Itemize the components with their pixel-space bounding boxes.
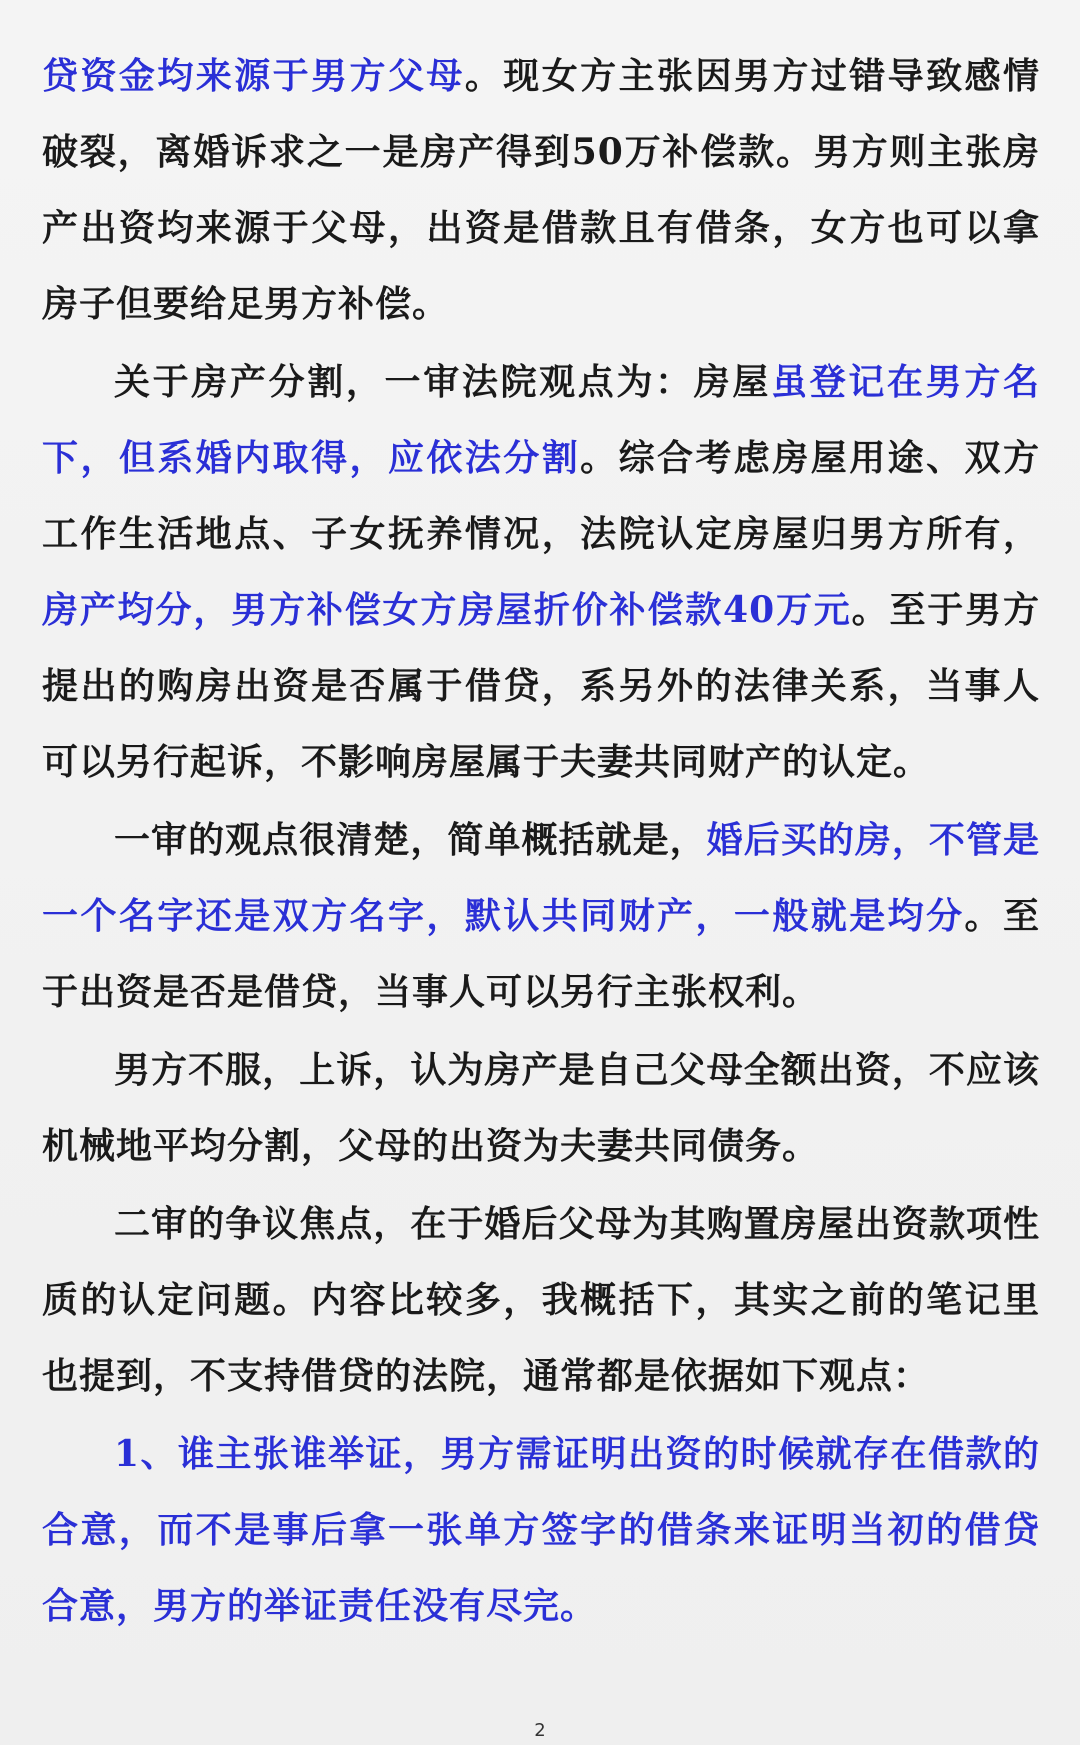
body-text: 。至于男方提出的购房出资是否属于借贷，系另外的法律关系，当事人可以另行起诉，不影响房屋属于夫妻共同财产的认定。 <box>42 589 1040 783</box>
highlight-text: 1、谁主张谁举证，男方需证明出资的时候就存在借款的合意，而不是事后拿一张单方签字的借条来证明当初的借贷合意，男方的举证责任没有尽完。 <box>42 1433 1040 1627</box>
body-text: 二审的争议焦点，在于婚后父母为其购置房屋出资款项性质的认定问题。内容比较多，我概括下，其实之前的笔记里也提到，不支持借贷的法院，通常都是依据如下观点： <box>42 1203 1040 1397</box>
body-text: 一审的观点很清楚，简单概括就是， <box>114 819 707 861</box>
paragraph-2 <box>42 344 1040 800</box>
paragraph-5 <box>42 1186 1040 1414</box>
body-text: 男方不服，上诉，认为房产是自己父母全额出资，不应该机械地平均分割，父母的出资为夫妻共同债务。 <box>42 1049 1040 1167</box>
highlight-text: 婚后买的房，不管是一个名字还是双方名字，默认共同财产，一般就是均分 <box>42 819 1040 937</box>
highlight-text: 虽登记在男方名下，但系婚内取得，应依法分割 <box>42 361 1040 479</box>
paragraph-4 <box>42 1032 1040 1184</box>
highlight-text: 贷资金均来源于男方父母 <box>42 55 465 97</box>
body-text: 关于房产分割，一审法院观点为：房屋 <box>114 361 772 403</box>
highlight-text: 房产均分，男方补偿女方房屋折价补偿款40万元 <box>42 589 852 631</box>
paragraph-1 <box>42 38 1040 342</box>
body-text: 。综合考虑房屋用途、双方工作生活地点、子女抚养情况，法院认定房屋归男方所有， <box>42 437 1040 555</box>
body-text: 。至于出资是否是借贷，当事人可以另行主张权利。 <box>42 895 1040 1013</box>
paragraph-3 <box>42 802 1040 1030</box>
body-text: 。现女方主张因男方过错导致感情破裂，离婚诉求之一是房产得到50万补偿款。男方则主张房产出资均来源于父母，出资是借款且有借条，女方也可以拿房子但要给足男方补偿。 <box>42 55 1040 325</box>
paragraph-6 <box>42 1416 1040 1644</box>
page-number: 2 <box>534 1720 546 1741</box>
